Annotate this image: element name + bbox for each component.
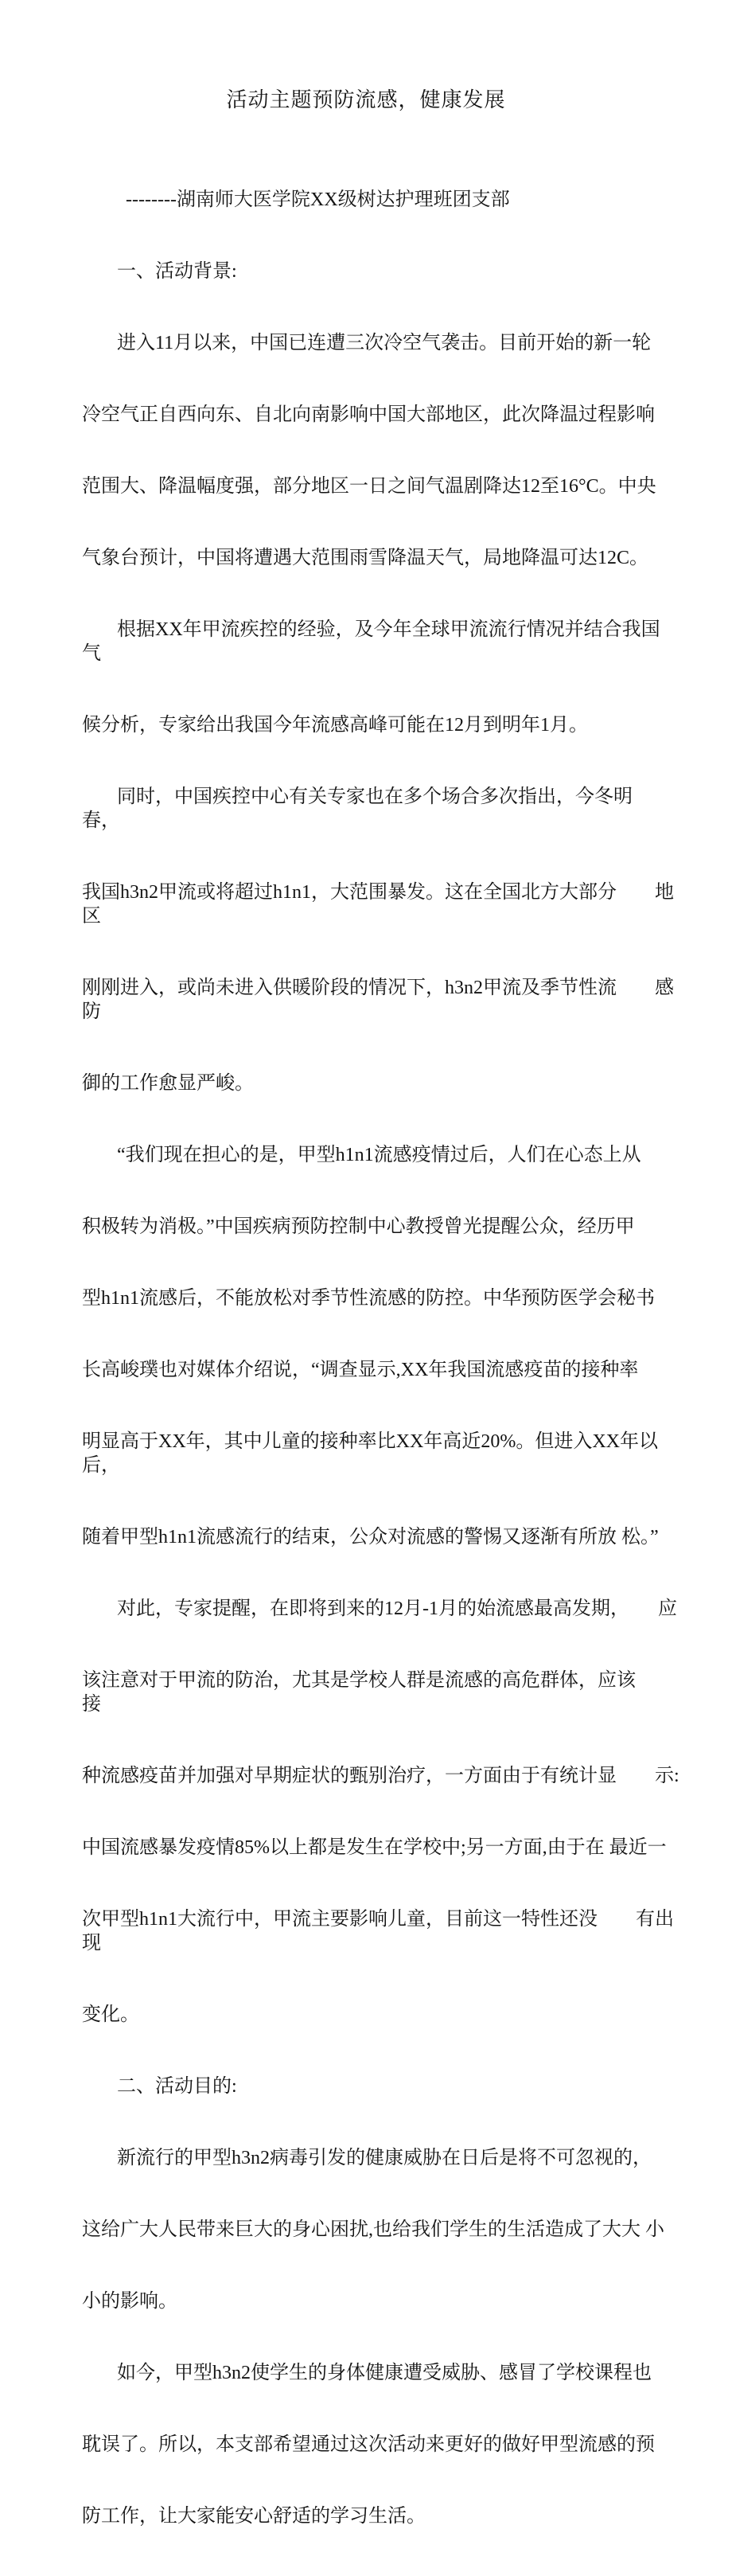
doc-line: 该注意对于甲流的防治，尤其是学校人群是流感的高危群体，应该 接 [82,1670,674,1715]
doc-line: 次甲型h1n1大流行中，甲流主要影响儿童，目前这一特性还没 有出现 [82,1909,674,1953]
doc-line: 御的工作愈显严峻。 [82,1073,254,1094]
doc-line: 积极转为消极。”中国疾病预防控制中心教授曾光提醒公众，经历甲 [82,1216,635,1237]
doc-line: 如今，甲型h3n2使学生的身体健康遭受威胁、感冒了学校课程也 [117,2363,652,2383]
doc-line: 变化。 [82,2004,139,2025]
doc-line: “我们现在担心的是，甲型h1n1流感疫情过后，人们在心态上从 [117,1145,641,1165]
doc-line: 进入11月以来，中国已连遭三次冷空气袭击。目前开始的新一轮 [117,333,652,353]
doc-line: 小的影响。 [82,2291,177,2312]
doc-line: 根据XX年甲流疾控的经验，及今年全球甲流流行情况并结合我国 气 [82,619,679,664]
doc-line: 耽误了。所以，本支部希望通过这次活动来更好的做好甲型流感的预 [82,2434,655,2455]
doc-line: 明显高于XX年，其中儿童的接种率比XX年高近20%。但进入XX年以 后， [82,1431,663,1476]
doc-line: 刚刚进入，或尚未进入供暖阶段的情况下，h3n2甲流及季节性流 感防 [82,978,674,1022]
doc-line: 我国h3n2甲流或将超过h1n1，大范围暴发。这在全国北方大部分 地区 [82,882,674,927]
doc-line: 冷空气正自西向东、自北向南影响中国大部地区，此次降温过程影响 [82,404,655,425]
doc-line: 长高峻璞也对媒体介绍说，“调查显示,XX年我国流感疫苗的接种率 [82,1360,639,1380]
doc-line: 新流行的甲型h3n2病毒引发的健康威胁在日后是将不可忽视的， [117,2148,652,2168]
doc-line: 同时，中国疾控中心有关专家也在多个场合多次指出，今冬明 春， [82,786,652,831]
doc-line: 候分析，专家给出我国今年流感高峰可能在12月到明年1月。 [82,715,588,736]
section-heading-activity-background: 一、活动背景: [117,261,237,282]
document-body [0,114,732,2576]
doc-line: 这给广大人民带来巨大的身心困扰,也给我们学生的生活造成了大大 小 [82,2219,664,2240]
doc-line: 随着甲型h1n1流感流行的结束，公众对流感的警惕又逐渐有所放 松。” [82,1527,659,1548]
doc-line: 防工作，让大家能安心舒适的学习生活。 [82,2506,426,2527]
doc-line: 型h1n1流感后，不能放松对季节性流感的防控。中华预防医学会秘书 [82,1288,655,1309]
document-title: 活动主题预防流感，健康发展 [226,88,506,111]
doc-line: 对此，专家提醒，在即将到来的12月-1月的始流感最高发期， 应 [117,1598,677,1619]
section-heading-activity-purpose: 二、活动目的: [117,2076,237,2097]
doc-line: 范围大、降温幅度强，部分地区一日之间气温剧降达12至16°C。中央 [82,476,656,497]
doc-line: 气象台预计，中国将遭遇大范围雨雪降温天气，局地降温可达12C。 [82,548,649,568]
doc-line: 中国流感暴发疫情85%以上都是发生在学校中;另一方面,由于在 最近一 [82,1837,667,1858]
doc-line: 种流感疫苗并加强对早期症状的甄别治疗，一方面由于有统计显 示: [82,1766,679,1786]
byline: --------湖南师大医学院XX级树达护理班团支部 [126,189,510,210]
